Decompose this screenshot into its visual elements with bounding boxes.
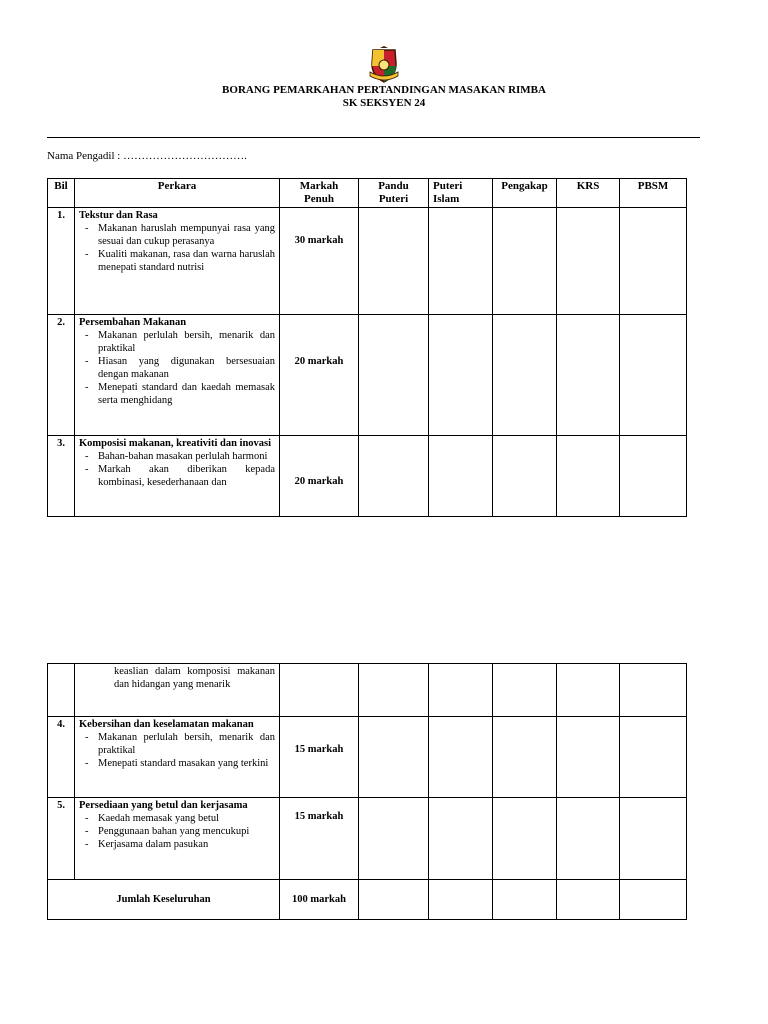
criteria-cell (75, 208, 280, 315)
score-cell-pandu-puteri[interactable] (359, 208, 429, 315)
row-number (48, 664, 75, 717)
score-cell-pengakap[interactable] (493, 664, 557, 717)
header-divider (47, 137, 700, 138)
criteria-item: - Makanan perlulah bersih, menarik dan praktikal (98, 329, 275, 355)
total-cell-pengakap[interactable] (493, 880, 557, 920)
score-cell-pandu-puteri[interactable] (359, 717, 429, 798)
score-cell-krs[interactable] (557, 664, 620, 717)
scoring-table-part-2 (47, 663, 687, 920)
row-number: 1. (48, 208, 75, 315)
judge-name-label: Nama Pengadil : (47, 150, 121, 162)
score-cell-pengakap[interactable] (493, 208, 557, 315)
score-cell-pandu-puteri[interactable] (359, 664, 429, 717)
full-marks: 15 markah (280, 717, 359, 798)
criteria-item: - Kualiti makanan, rasa dan warna haruslah menepati standard nutrisi (98, 248, 275, 274)
criteria-item: - Makanan haruslah mempunyai rasa yang sesuai dan cukup perasanya (98, 222, 275, 248)
table-header-row (48, 179, 687, 208)
criteria-item: - Makanan perlulah bersih, menarik dan praktikal (98, 731, 275, 757)
table-row (48, 717, 687, 798)
score-cell-puteri-islam[interactable] (429, 208, 493, 315)
col-header-markah-penuh: Markah Penuh (280, 179, 359, 208)
criteria-title: Persembahan Makanan (79, 317, 187, 328)
score-cell-pbsm[interactable] (620, 717, 687, 798)
full-marks: 30 markah (280, 208, 359, 315)
score-cell-krs[interactable] (557, 436, 620, 517)
scoring-table-part-1 (47, 178, 687, 517)
criteria-cell (75, 315, 280, 436)
score-cell-pbsm[interactable] (620, 208, 687, 315)
judge-name-dots: ……………………………. (123, 150, 247, 162)
criteria-item-continuation: keaslian dalam komposisi makanan dan hidangan yang menarik (114, 666, 275, 690)
row-number: 3. (48, 436, 75, 517)
criteria-title: Tekstur dan Rasa (79, 210, 158, 221)
score-cell-pbsm[interactable] (620, 798, 687, 880)
table-row (48, 798, 687, 880)
criteria-item: - Kerjasama dalam pasukan (98, 838, 275, 851)
col-header-puteri-islam: Puteri Islam (429, 179, 493, 208)
total-row (48, 880, 687, 920)
score-cell-pandu-puteri[interactable] (359, 436, 429, 517)
col-header-perkara: Perkara (75, 179, 280, 208)
score-cell-pengakap[interactable] (493, 315, 557, 436)
school-crest-logo (367, 46, 401, 84)
col-header-pengakap: Pengakap (493, 179, 557, 208)
table-row (48, 208, 687, 315)
score-cell-puteri-islam[interactable] (429, 664, 493, 717)
score-cell-pengakap[interactable] (493, 717, 557, 798)
row-number: 4. (48, 717, 75, 798)
score-cell-pbsm[interactable] (620, 315, 687, 436)
criteria-item: - Bahan-bahan masakan perlulah harmoni (98, 450, 275, 463)
full-marks: 20 markah (280, 315, 359, 436)
score-cell-puteri-islam[interactable] (429, 436, 493, 517)
row-number: 5. (48, 798, 75, 880)
form-title: BORANG PEMARKAHAN PERTANDINGAN MASAKAN RIMBA (222, 84, 546, 96)
school-name: SK SEKSYEN 24 (342, 97, 426, 109)
criteria-title: Komposisi makanan, kreativiti dan inovasi (79, 438, 272, 449)
score-cell-puteri-islam[interactable] (429, 315, 493, 436)
score-cell-krs[interactable] (557, 315, 620, 436)
col-header-pandu-puteri: Pandu Puteri (359, 179, 429, 208)
row-number: 2. (48, 315, 75, 436)
total-cell-puteri-islam[interactable] (429, 880, 493, 920)
score-cell-puteri-islam[interactable] (429, 717, 493, 798)
total-cell-pbsm[interactable] (620, 880, 687, 920)
score-cell-puteri-islam[interactable] (429, 798, 493, 880)
score-cell-krs[interactable] (557, 798, 620, 880)
criteria-cell (75, 664, 280, 717)
criteria-title: Kebersihan dan keselamatan makanan (79, 719, 254, 730)
score-cell-pengakap[interactable] (493, 436, 557, 517)
total-cell-krs[interactable] (557, 880, 620, 920)
total-full-marks: 100 markah (280, 880, 359, 920)
table-row (48, 436, 687, 517)
col-header-krs: KRS (557, 179, 620, 208)
score-cell-pandu-puteri[interactable] (359, 315, 429, 436)
score-cell-pbsm[interactable] (620, 436, 687, 517)
criteria-item: - Menepati standard dan kaedah memasak serta menghidang (98, 381, 275, 407)
col-header-bil: Bil (48, 179, 75, 208)
criteria-cell (75, 798, 280, 880)
table-row (48, 664, 687, 717)
score-cell-pbsm[interactable] (620, 664, 687, 717)
col-header-pbsm: PBSM (620, 179, 687, 208)
total-label: Jumlah Keseluruhan (48, 880, 280, 920)
score-cell-pengakap[interactable] (493, 798, 557, 880)
criteria-cell (75, 717, 280, 798)
criteria-title: Persediaan yang betul dan kerjasama (79, 800, 248, 811)
criteria-item: - Kaedah memasak yang betul (98, 812, 275, 825)
criteria-item: - Menepati standard masakan yang terkini (98, 757, 275, 770)
score-cell-pandu-puteri[interactable] (359, 798, 429, 880)
total-cell-pandu-puteri[interactable] (359, 880, 429, 920)
criteria-item: - Markah akan diberikan kepada kombinasi, kesederhanaan dan (98, 463, 275, 489)
score-cell-krs[interactable] (557, 717, 620, 798)
judge-name-field[interactable] (47, 150, 247, 162)
full-marks: 15 markah (280, 798, 359, 880)
criteria-item: - Hiasan yang digunakan bersesuaian dengan makanan (98, 355, 275, 381)
full-marks (280, 664, 359, 717)
score-cell-krs[interactable] (557, 208, 620, 315)
full-marks: 20 markah (280, 436, 359, 517)
table-row (48, 315, 687, 436)
criteria-item: - Penggunaan bahan yang mencukupi (98, 825, 275, 838)
criteria-cell (75, 436, 280, 517)
